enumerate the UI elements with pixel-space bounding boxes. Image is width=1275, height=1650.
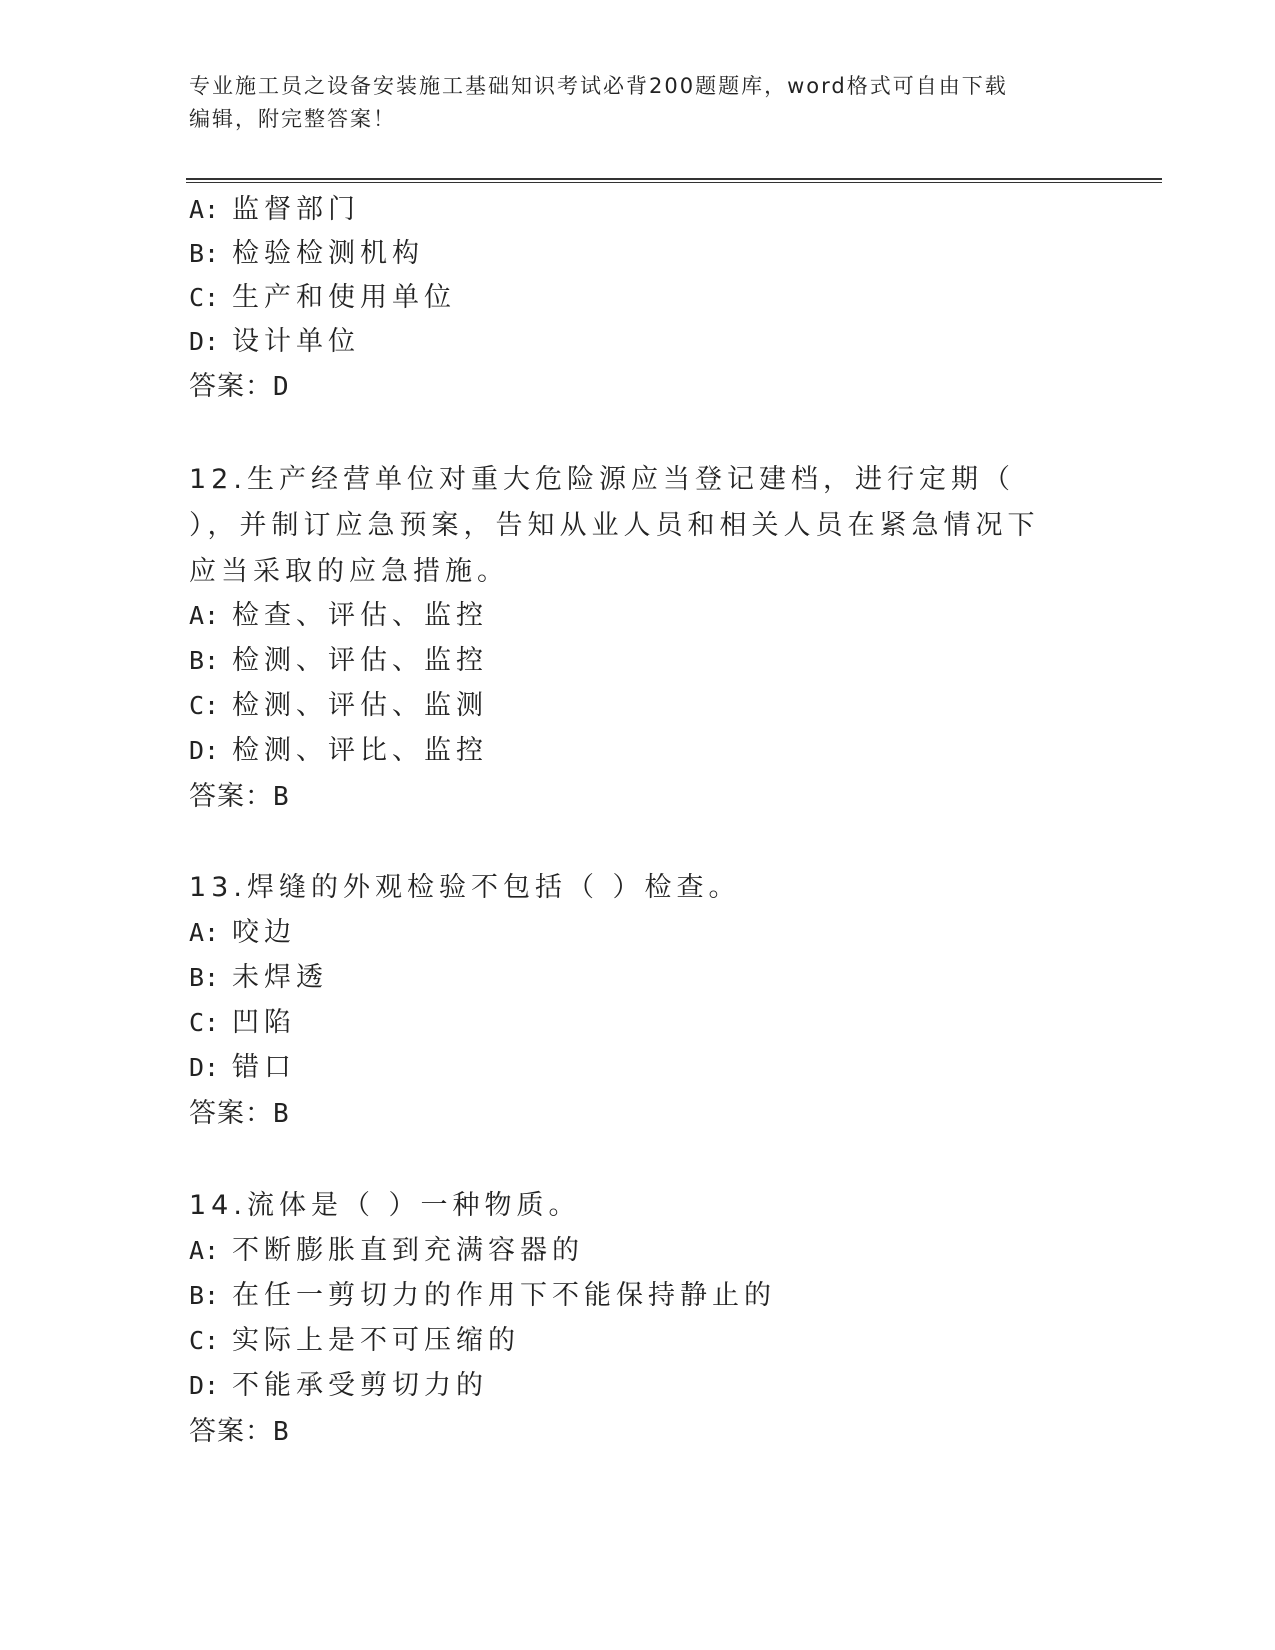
option-letter: A: xyxy=(189,918,220,947)
q12-option-b xyxy=(189,643,488,679)
option-letter: C: xyxy=(189,1326,220,1355)
q13-option-b xyxy=(189,960,328,996)
q12-option-a xyxy=(189,598,488,634)
answer-label: 答案： xyxy=(189,1098,273,1129)
option-text: 未焊透 xyxy=(232,962,328,993)
q13-stem: 13.焊缝的外观检验不包括（ ）检查。 xyxy=(189,872,741,903)
answer-value: D xyxy=(273,372,290,402)
q13-option-c xyxy=(189,1005,296,1041)
q12-stem: 12.生产经营单位对重大危险源应当登记建档，进行定期（ ），并制订应急预案，告知从业人员和相关人员在紧急情况下应当采取的应急措施。 xyxy=(189,464,1040,587)
option-text: 检验检测机构 xyxy=(232,238,424,269)
q11-option-d xyxy=(189,324,360,360)
header-line-2: 编辑，附完整答案！ xyxy=(189,107,396,131)
option-text: 检测、评比、监控 xyxy=(232,735,488,766)
option-letter: D: xyxy=(189,327,220,356)
option-text: 监督部门 xyxy=(232,194,360,225)
q11-option-b xyxy=(189,236,424,272)
option-letter: C: xyxy=(189,1008,220,1037)
option-text: 设计单位 xyxy=(232,326,360,357)
header-divider xyxy=(186,178,1162,183)
answer-value: B xyxy=(273,1099,290,1129)
option-letter: B: xyxy=(189,646,220,675)
header-line-1: 专业施工员之设备安装施工基础知识考试必背200题题库，word格式可自由下载 xyxy=(189,74,1008,98)
option-text: 检测、评估、监控 xyxy=(232,645,488,676)
option-text: 不断膨胀直到充满容器的 xyxy=(232,1235,584,1266)
q11-answer xyxy=(189,369,290,405)
option-text: 检测、评估、监测 xyxy=(232,690,488,721)
answer-value: B xyxy=(273,782,290,812)
q12-answer xyxy=(189,779,290,815)
option-letter: A: xyxy=(189,1236,220,1265)
option-text: 检查、评估、监控 xyxy=(232,600,488,631)
q12-option-d xyxy=(189,733,488,769)
q13-option-a xyxy=(189,915,296,951)
document-header xyxy=(189,70,1089,136)
q12-option-c xyxy=(189,688,488,724)
option-text: 实际上是不可压缩的 xyxy=(232,1325,520,1356)
q14-option-a xyxy=(189,1233,584,1269)
q13-answer xyxy=(189,1096,290,1132)
q14-option-d xyxy=(189,1368,488,1404)
option-text: 错口 xyxy=(232,1052,296,1083)
option-text: 生产和使用单位 xyxy=(232,282,456,313)
q11-option-a xyxy=(189,192,360,228)
option-text: 不能承受剪切力的 xyxy=(232,1370,488,1401)
q14-option-c xyxy=(189,1323,520,1359)
q14-stem: 14.流体是（ ）一种物质。 xyxy=(189,1190,581,1221)
answer-label: 答案： xyxy=(189,371,273,402)
q11-option-c xyxy=(189,280,456,316)
option-text: 咬边 xyxy=(232,917,296,948)
q14-option-b xyxy=(189,1278,776,1314)
answer-label: 答案： xyxy=(189,781,273,812)
option-text: 凹陷 xyxy=(232,1007,296,1038)
option-letter: C: xyxy=(189,283,220,312)
option-letter: D: xyxy=(189,1053,220,1082)
option-letter: B: xyxy=(189,239,220,268)
q14-answer xyxy=(189,1414,290,1450)
option-letter: A: xyxy=(189,195,220,224)
answer-value: B xyxy=(273,1417,290,1447)
answer-label: 答案： xyxy=(189,1416,273,1447)
option-letter: B: xyxy=(189,1281,220,1310)
option-letter: D: xyxy=(189,1371,220,1400)
option-letter: C: xyxy=(189,691,220,720)
option-letter: D: xyxy=(189,736,220,765)
option-letter: A: xyxy=(189,601,220,630)
option-text: 在任一剪切力的作用下不能保持静止的 xyxy=(232,1280,776,1311)
option-letter: B: xyxy=(189,963,220,992)
q13-option-d xyxy=(189,1050,296,1086)
